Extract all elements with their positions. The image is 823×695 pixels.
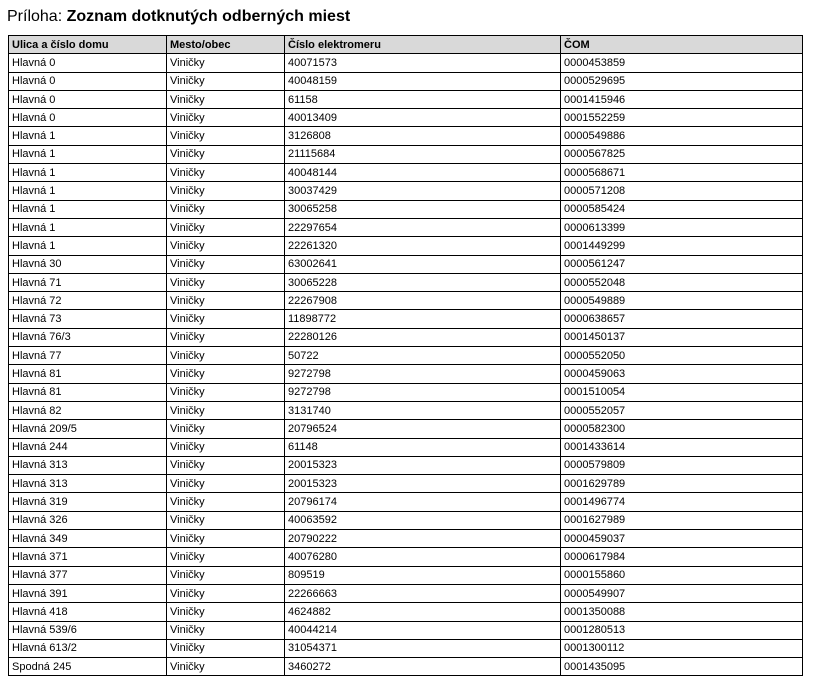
cell-town: Viničky: [167, 90, 285, 108]
cell-meter-number: 40044214: [285, 621, 561, 639]
cell-town: Viničky: [167, 548, 285, 566]
cell-com: 0000552048: [561, 273, 803, 291]
table-row: [9, 109, 803, 127]
cell-meter-number: 30065258: [285, 200, 561, 218]
cell-address: Hlavná 81: [9, 383, 167, 401]
table-row: [9, 164, 803, 182]
table-row: [9, 383, 803, 401]
cell-town: Viničky: [167, 182, 285, 200]
table-row: [9, 255, 803, 273]
title-prefix: Príloha:: [7, 8, 67, 25]
cell-address: Hlavná 72: [9, 292, 167, 310]
table-row: [9, 273, 803, 291]
cell-com: 0000617984: [561, 548, 803, 566]
cell-com: 0000549889: [561, 292, 803, 310]
cell-meter-number: 3126808: [285, 127, 561, 145]
cell-town: Viničky: [167, 109, 285, 127]
cell-town: Viničky: [167, 456, 285, 474]
cell-address: Hlavná 0: [9, 90, 167, 108]
cell-address: Hlavná 244: [9, 438, 167, 456]
cell-address: Hlavná 1: [9, 127, 167, 145]
cell-meter-number: 61158: [285, 90, 561, 108]
table-row: [9, 54, 803, 72]
cell-meter-number: 20790222: [285, 530, 561, 548]
cell-meter-number: 40048159: [285, 72, 561, 90]
cell-town: Viničky: [167, 310, 285, 328]
table-row: [9, 127, 803, 145]
table-row: [9, 566, 803, 584]
table-row: [9, 548, 803, 566]
cell-address: Hlavná 418: [9, 603, 167, 621]
cell-address: Hlavná 377: [9, 566, 167, 584]
cell-town: Viničky: [167, 237, 285, 255]
cell-meter-number: 21115684: [285, 145, 561, 163]
cell-com: 0001449299: [561, 237, 803, 255]
cell-address: Spodná 245: [9, 658, 167, 676]
cell-com: 0000459063: [561, 365, 803, 383]
cell-meter-number: 3131740: [285, 401, 561, 419]
cell-meter-number: 30037429: [285, 182, 561, 200]
cell-town: Viničky: [167, 621, 285, 639]
cell-address: Hlavná 326: [9, 511, 167, 529]
table-row: [9, 347, 803, 365]
cell-com: 0001627989: [561, 511, 803, 529]
table-row: [9, 639, 803, 657]
table-row: [9, 475, 803, 493]
table-row: [9, 438, 803, 456]
cell-meter-number: 30065228: [285, 273, 561, 291]
table-row: [9, 145, 803, 163]
cell-com: 0000561247: [561, 255, 803, 273]
table-row: [9, 420, 803, 438]
cell-meter-number: 22280126: [285, 328, 561, 346]
cell-address: Hlavná 0: [9, 54, 167, 72]
cell-com: 0001433614: [561, 438, 803, 456]
cell-town: Viničky: [167, 365, 285, 383]
cell-town: Viničky: [167, 145, 285, 163]
table-row: [9, 72, 803, 90]
cell-address: Hlavná 0: [9, 109, 167, 127]
cell-com: 0000585424: [561, 200, 803, 218]
cell-address: Hlavná 0: [9, 72, 167, 90]
cell-address: Hlavná 391: [9, 584, 167, 602]
table-row: [9, 603, 803, 621]
table-row: [9, 237, 803, 255]
cell-meter-number: 11898772: [285, 310, 561, 328]
cell-address: Hlavná 313: [9, 475, 167, 493]
cell-com: 0001450137: [561, 328, 803, 346]
cell-address: Hlavná 613/2: [9, 639, 167, 657]
cell-town: Viničky: [167, 566, 285, 584]
cell-address: Hlavná 371: [9, 548, 167, 566]
cell-town: Viničky: [167, 584, 285, 602]
table-row: [9, 621, 803, 639]
cell-address: Hlavná 71: [9, 273, 167, 291]
cell-com: 0000155860: [561, 566, 803, 584]
cell-com: 0001510054: [561, 383, 803, 401]
cell-com: 0000567825: [561, 145, 803, 163]
metering-points-table: [8, 35, 803, 676]
cell-town: Viničky: [167, 438, 285, 456]
cell-address: Hlavná 81: [9, 365, 167, 383]
cell-address: Hlavná 1: [9, 164, 167, 182]
cell-meter-number: 809519: [285, 566, 561, 584]
column-header-address: Ulica a číslo domu: [9, 36, 167, 54]
cell-com: 0000459037: [561, 530, 803, 548]
cell-com: 0000613399: [561, 218, 803, 236]
cell-town: Viničky: [167, 639, 285, 657]
cell-address: Hlavná 77: [9, 347, 167, 365]
cell-meter-number: 20796174: [285, 493, 561, 511]
table-row: [9, 511, 803, 529]
cell-com: 0001280513: [561, 621, 803, 639]
cell-town: Viničky: [167, 493, 285, 511]
cell-meter-number: 22266663: [285, 584, 561, 602]
cell-com: 0000552057: [561, 401, 803, 419]
cell-com: 0000582300: [561, 420, 803, 438]
cell-town: Viničky: [167, 603, 285, 621]
page-title: [7, 7, 350, 27]
cell-meter-number: 22261320: [285, 237, 561, 255]
cell-address: Hlavná 313: [9, 456, 167, 474]
cell-com: 0001350088: [561, 603, 803, 621]
cell-address: Hlavná 319: [9, 493, 167, 511]
column-header-com: ČOM: [561, 36, 803, 54]
column-header-meter-number: Číslo elektromeru: [285, 36, 561, 54]
cell-com: 0000549886: [561, 127, 803, 145]
cell-address: Hlavná 76/3: [9, 328, 167, 346]
cell-town: Viničky: [167, 401, 285, 419]
cell-com: 0000453859: [561, 54, 803, 72]
cell-meter-number: 40048144: [285, 164, 561, 182]
cell-meter-number: 63002641: [285, 255, 561, 273]
cell-town: Viničky: [167, 127, 285, 145]
cell-com: 0000638657: [561, 310, 803, 328]
cell-town: Viničky: [167, 511, 285, 529]
cell-com: 0000579809: [561, 456, 803, 474]
column-header-town: Mesto/obec: [167, 36, 285, 54]
cell-com: 0000568671: [561, 164, 803, 182]
table-row: [9, 584, 803, 602]
cell-address: Hlavná 1: [9, 237, 167, 255]
cell-address: Hlavná 1: [9, 218, 167, 236]
table-row: [9, 218, 803, 236]
cell-meter-number: 20015323: [285, 456, 561, 474]
cell-com: 0001552259: [561, 109, 803, 127]
cell-meter-number: 40013409: [285, 109, 561, 127]
cell-meter-number: 3460272: [285, 658, 561, 676]
cell-town: Viničky: [167, 658, 285, 676]
table-header-row: [9, 36, 803, 54]
table-row: [9, 530, 803, 548]
table-body: [9, 54, 803, 676]
cell-meter-number: 50722: [285, 347, 561, 365]
cell-town: Viničky: [167, 72, 285, 90]
cell-com: 0001629789: [561, 475, 803, 493]
cell-meter-number: 22297654: [285, 218, 561, 236]
cell-meter-number: 40076280: [285, 548, 561, 566]
cell-meter-number: 61148: [285, 438, 561, 456]
cell-address: Hlavná 82: [9, 401, 167, 419]
cell-town: Viničky: [167, 164, 285, 182]
cell-meter-number: 9272798: [285, 365, 561, 383]
cell-address: Hlavná 1: [9, 200, 167, 218]
cell-meter-number: 31054371: [285, 639, 561, 657]
cell-com: 0000529695: [561, 72, 803, 90]
cell-address: Hlavná 1: [9, 145, 167, 163]
cell-com: 0001496774: [561, 493, 803, 511]
cell-com: 0000549907: [561, 584, 803, 602]
table-row: [9, 292, 803, 310]
cell-address: Hlavná 73: [9, 310, 167, 328]
table-row: [9, 182, 803, 200]
cell-town: Viničky: [167, 255, 285, 273]
cell-com: 0001300112: [561, 639, 803, 657]
cell-com: 0001415946: [561, 90, 803, 108]
cell-address: Hlavná 539/6: [9, 621, 167, 639]
cell-address: Hlavná 1: [9, 182, 167, 200]
cell-meter-number: 40063592: [285, 511, 561, 529]
table-row: [9, 493, 803, 511]
cell-town: Viničky: [167, 273, 285, 291]
cell-meter-number: 22267908: [285, 292, 561, 310]
cell-meter-number: 20015323: [285, 475, 561, 493]
title-main: Zoznam dotknutých odberných miest: [66, 8, 351, 25]
cell-meter-number: 20796524: [285, 420, 561, 438]
cell-town: Viničky: [167, 475, 285, 493]
cell-town: Viničky: [167, 383, 285, 401]
cell-town: Viničky: [167, 328, 285, 346]
table-row: [9, 310, 803, 328]
cell-town: Viničky: [167, 218, 285, 236]
table-row: [9, 456, 803, 474]
cell-com: 0000571208: [561, 182, 803, 200]
cell-com: 0001435095: [561, 658, 803, 676]
table-row: [9, 90, 803, 108]
table-row: [9, 200, 803, 218]
cell-address: Hlavná 30: [9, 255, 167, 273]
cell-town: Viničky: [167, 420, 285, 438]
table-row: [9, 328, 803, 346]
table-row: [9, 658, 803, 676]
table-row: [9, 401, 803, 419]
cell-meter-number: 9272798: [285, 383, 561, 401]
cell-meter-number: 40071573: [285, 54, 561, 72]
cell-meter-number: 4624882: [285, 603, 561, 621]
table-row: [9, 365, 803, 383]
cell-address: Hlavná 349: [9, 530, 167, 548]
cell-town: Viničky: [167, 347, 285, 365]
cell-town: Viničky: [167, 530, 285, 548]
cell-com: 0000552050: [561, 347, 803, 365]
cell-address: Hlavná 209/5: [9, 420, 167, 438]
cell-town: Viničky: [167, 54, 285, 72]
cell-town: Viničky: [167, 200, 285, 218]
cell-town: Viničky: [167, 292, 285, 310]
